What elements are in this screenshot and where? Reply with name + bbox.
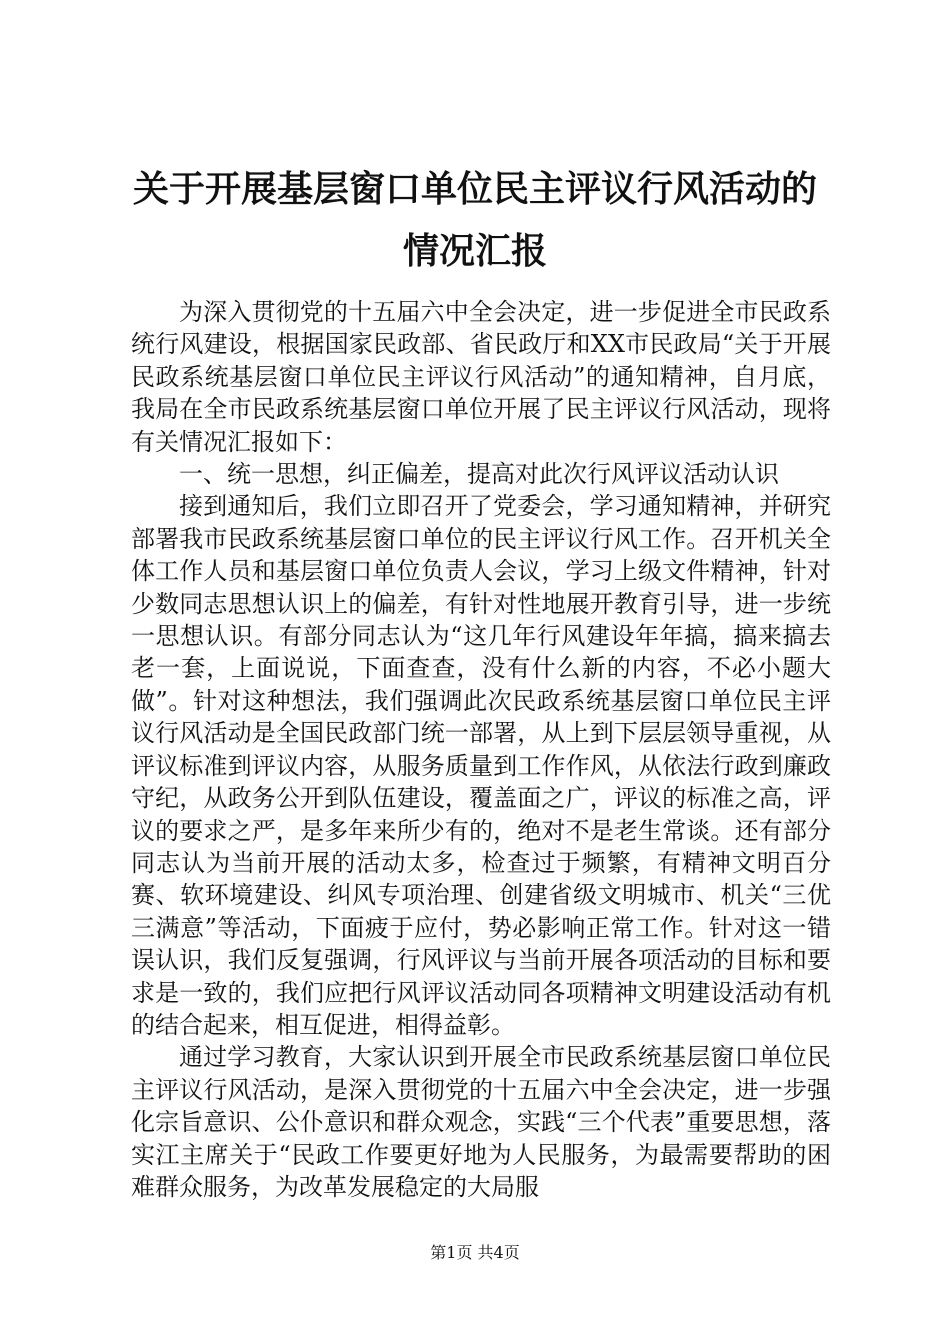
paragraph-intro: 为深入贯彻党的十五届六中全会决定，进一步促进全市民政系统行风建设，根据国家民政部、省民政厅和XX市民政局“关于开展民政系统基层窗口单位民主评议行风活动”的通知精神，自月底，我局在全市民政系统基层窗口单位开展了民主评议行风活动，现将有关情况汇报如下： bbox=[131, 298, 831, 456]
paragraph-2: 接到通知后，我们立即召开了党委会，学习通知精神，并研究部署我市民政系统基层窗口单位的民主评议行风工作。召开机关全体工作人员和基层窗口单位负责人会议，学习上级文件精神，针对少数同志思想认识上的偏差，有针对性地展开教育引导，进一步统一思想认识。有部分同志认为“这几年行风建设年年搞，搞来搞去老一套，上面说说，下面查查，没有什么新的内容，不必小题大做”。针对这种想法，我们强调此次民政系统基层窗口单位民主评议行风活动是全国民政部门统一部署，从上到下层层领导重视，从评议标准到评议内容，从服务质量到工作作风，从依法行政到廉政守纪，从政务公开到队伍建设，覆盖面之广，评议的标准之高，评议的要求之严，是多年来所少有的，绝对不是老生常谈。还有部分同志认为当前开展的活动太多，检查过于频繁，有精神文明百分赛、软环境建设、纠风专项治理、创建省级文明城市、机关“三优三满意”等活动，下面疲于应付，势必影响正常工作。针对这一错误认识，我们反复强调，行风评议与当前开展各项活动的目标和要求是一致的，我们应把行风评议活动同各项精神文明建设活动有机的结合起来，相互促进，相得益彰。 bbox=[131, 492, 831, 1039]
document-body bbox=[131, 296, 831, 1203]
page-number-footer: 第1页 共4页 bbox=[430, 1243, 520, 1262]
paragraph-3: 通过学习教育，大家认识到开展全市民政系统基层窗口单位民主评议行风活动，是深入贯彻党的十五届六中全会决定，进一步强化宗旨意识、公仆意识和群众观念，实践“三个代表”重要思想，落实江主席关于“民政工作要更好地为人民服务，为最需要帮助的困难群众服务，为改革发展稳定的大局服 bbox=[131, 1043, 831, 1201]
section-heading-1: 一、统一思想，纠正偏差，提高对此次行风评议活动认识 bbox=[179, 460, 779, 489]
document-title: 关于开展基层窗口单位民主评议行风活动的情况汇报 bbox=[132, 168, 817, 272]
